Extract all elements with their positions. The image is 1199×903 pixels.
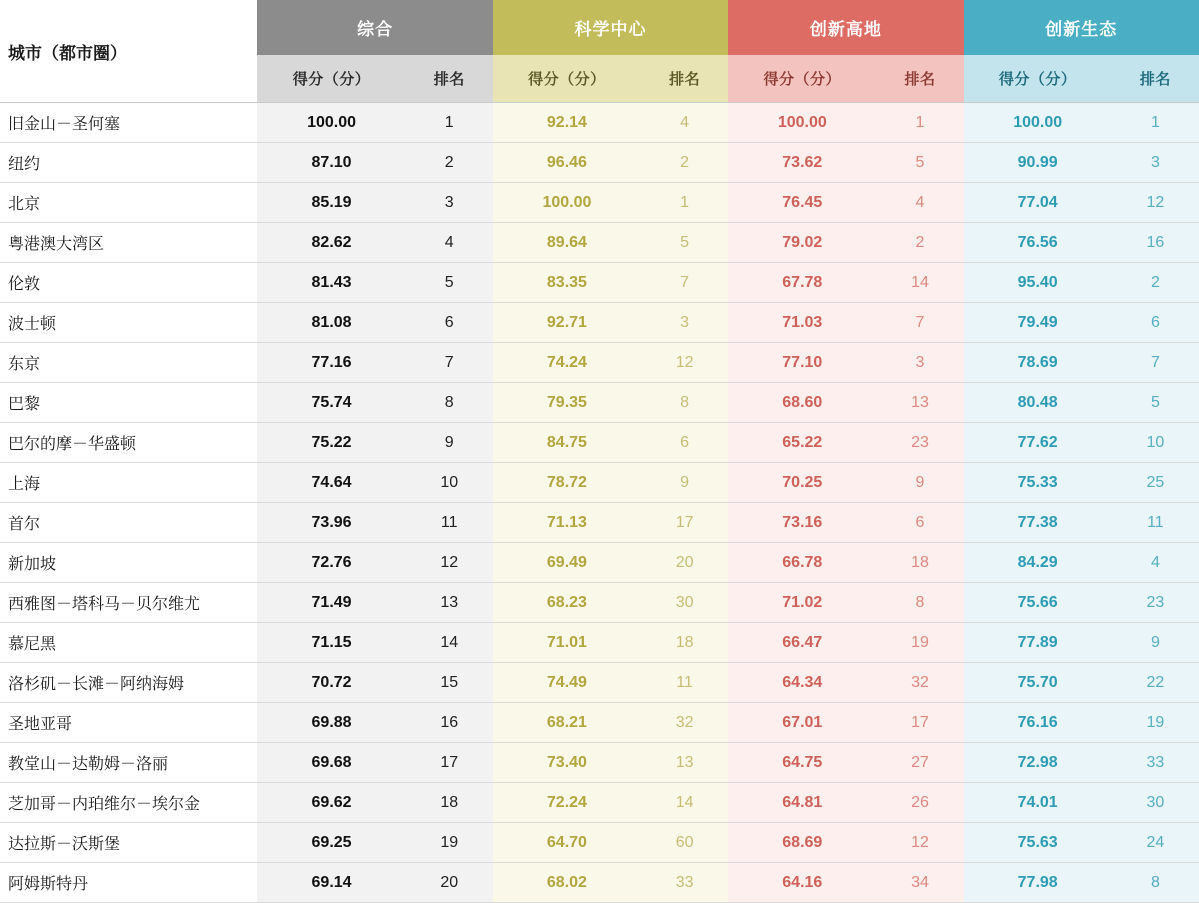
cell-ecosystem-score: 72.98: [964, 743, 1112, 783]
cell-comprehensive-rank: 17: [406, 743, 493, 783]
cell-ecosystem-rank: 19: [1112, 703, 1199, 743]
cell-ecosystem-score: 75.63: [964, 823, 1112, 863]
cell-highland-score: 73.62: [728, 143, 876, 183]
cell-highland-rank: 1: [876, 103, 963, 143]
cell-highland-score: 67.01: [728, 703, 876, 743]
table-row: [0, 823, 1199, 863]
cell-comprehensive-rank: 2: [406, 143, 493, 183]
cell-comprehensive-score: 74.64: [257, 463, 405, 503]
cell-science-rank: 5: [641, 223, 728, 263]
cell-ecosystem-score: 77.04: [964, 183, 1112, 223]
table-row: [0, 343, 1199, 383]
cell-city: 巴黎: [0, 383, 257, 423]
cell-comprehensive-rank: 11: [406, 503, 493, 543]
table-row: [0, 103, 1199, 143]
cell-science-score: 89.64: [493, 223, 641, 263]
cell-ecosystem-score: 75.66: [964, 583, 1112, 623]
cell-city: 首尔: [0, 503, 257, 543]
table-row: [0, 743, 1199, 783]
cell-highland-rank: 5: [876, 143, 963, 183]
cell-comprehensive-rank: 5: [406, 263, 493, 303]
cell-science-rank: 8: [641, 383, 728, 423]
cell-comprehensive-score: 71.49: [257, 583, 405, 623]
cell-highland-rank: 9: [876, 463, 963, 503]
cell-highland-rank: 34: [876, 863, 963, 903]
table-row: [0, 543, 1199, 583]
cell-highland-score: 73.16: [728, 503, 876, 543]
cell-science-rank: 20: [641, 543, 728, 583]
table-row: [0, 423, 1199, 463]
cell-ecosystem-score: 90.99: [964, 143, 1112, 183]
cell-comprehensive-score: 71.15: [257, 623, 405, 663]
cell-comprehensive-score: 81.08: [257, 303, 405, 343]
cell-comprehensive-rank: 18: [406, 783, 493, 823]
cell-highland-score: 71.02: [728, 583, 876, 623]
table-body: [0, 103, 1199, 903]
cell-science-score: 92.71: [493, 303, 641, 343]
cell-comprehensive-score: 100.00: [257, 103, 405, 143]
cell-comprehensive-score: 69.68: [257, 743, 405, 783]
table-row: [0, 863, 1199, 903]
cell-science-score: 83.35: [493, 263, 641, 303]
cell-science-score: 68.23: [493, 583, 641, 623]
cell-city: 北京: [0, 183, 257, 223]
cell-science-score: 100.00: [493, 183, 641, 223]
cell-highland-rank: 12: [876, 823, 963, 863]
cell-ecosystem-score: 95.40: [964, 263, 1112, 303]
cell-city: 伦敦: [0, 263, 257, 303]
table-row: [0, 463, 1199, 503]
cell-highland-rank: 4: [876, 183, 963, 223]
cell-highland-score: 68.60: [728, 383, 876, 423]
group-header-comprehensive: 综合: [257, 0, 492, 55]
cell-ecosystem-score: 77.89: [964, 623, 1112, 663]
cell-ecosystem-score: 100.00: [964, 103, 1112, 143]
cell-highland-score: 65.22: [728, 423, 876, 463]
cell-science-rank: 7: [641, 263, 728, 303]
subheader-comprehensive-rank: 排名: [406, 55, 493, 103]
cell-science-rank: 13: [641, 743, 728, 783]
cell-highland-score: 64.75: [728, 743, 876, 783]
cell-comprehensive-rank: 8: [406, 383, 493, 423]
cell-ecosystem-rank: 5: [1112, 383, 1199, 423]
subheader-ecosystem-rank: 排名: [1112, 55, 1199, 103]
cell-ecosystem-rank: 6: [1112, 303, 1199, 343]
cell-ecosystem-score: 78.69: [964, 343, 1112, 383]
cell-city: 慕尼黑: [0, 623, 257, 663]
cell-ecosystem-rank: 30: [1112, 783, 1199, 823]
cell-comprehensive-score: 69.25: [257, 823, 405, 863]
cell-highland-rank: 7: [876, 303, 963, 343]
cell-science-rank: 12: [641, 343, 728, 383]
cell-comprehensive-rank: 1: [406, 103, 493, 143]
cell-highland-score: 79.02: [728, 223, 876, 263]
cell-highland-rank: 19: [876, 623, 963, 663]
cell-ecosystem-rank: 16: [1112, 223, 1199, 263]
cell-science-rank: 2: [641, 143, 728, 183]
cell-comprehensive-score: 82.62: [257, 223, 405, 263]
cell-city: 新加坡: [0, 543, 257, 583]
cell-comprehensive-rank: 7: [406, 343, 493, 383]
cell-highland-score: 67.78: [728, 263, 876, 303]
cell-science-score: 92.14: [493, 103, 641, 143]
cell-ecosystem-rank: 2: [1112, 263, 1199, 303]
cell-ecosystem-score: 77.98: [964, 863, 1112, 903]
cell-comprehensive-score: 72.76: [257, 543, 405, 583]
cell-city: 教堂山－达勒姆－洛丽: [0, 743, 257, 783]
cell-science-rank: 30: [641, 583, 728, 623]
cell-science-rank: 33: [641, 863, 728, 903]
cell-comprehensive-rank: 20: [406, 863, 493, 903]
cell-science-rank: 3: [641, 303, 728, 343]
cell-comprehensive-rank: 14: [406, 623, 493, 663]
cell-comprehensive-rank: 3: [406, 183, 493, 223]
cell-highland-rank: 17: [876, 703, 963, 743]
cell-city: 巴尔的摩－华盛顿: [0, 423, 257, 463]
cell-city: 达拉斯－沃斯堡: [0, 823, 257, 863]
table-row: [0, 783, 1199, 823]
cell-city: 圣地亚哥: [0, 703, 257, 743]
table-row: [0, 503, 1199, 543]
cell-city: 波士顿: [0, 303, 257, 343]
cell-city: 上海: [0, 463, 257, 503]
cell-ecosystem-score: 75.33: [964, 463, 1112, 503]
cell-highland-score: 71.03: [728, 303, 876, 343]
cell-ecosystem-rank: 8: [1112, 863, 1199, 903]
cell-highland-score: 64.81: [728, 783, 876, 823]
subheader-science-rank: 排名: [641, 55, 728, 103]
table-row: [0, 263, 1199, 303]
group-header-innovation-highland: 创新高地: [728, 0, 963, 55]
cell-ecosystem-score: 76.56: [964, 223, 1112, 263]
cell-ecosystem-rank: 24: [1112, 823, 1199, 863]
cell-highland-score: 64.16: [728, 863, 876, 903]
cell-highland-rank: 32: [876, 663, 963, 703]
cell-city: 洛杉矶－长滩－阿纳海姆: [0, 663, 257, 703]
cell-comprehensive-score: 81.43: [257, 263, 405, 303]
column-header-city: 城市（都市圈）: [0, 0, 257, 103]
cell-ecosystem-score: 79.49: [964, 303, 1112, 343]
cell-highland-rank: 8: [876, 583, 963, 623]
cell-science-rank: 60: [641, 823, 728, 863]
cell-science-score: 71.01: [493, 623, 641, 663]
cell-highland-score: 76.45: [728, 183, 876, 223]
cell-highland-rank: 27: [876, 743, 963, 783]
cell-comprehensive-rank: 16: [406, 703, 493, 743]
cell-highland-score: 66.47: [728, 623, 876, 663]
cell-comprehensive-score: 75.74: [257, 383, 405, 423]
cell-science-score: 72.24: [493, 783, 641, 823]
cell-highland-rank: 3: [876, 343, 963, 383]
cell-science-score: 84.75: [493, 423, 641, 463]
table-row: [0, 183, 1199, 223]
cell-ecosystem-rank: 22: [1112, 663, 1199, 703]
cell-science-score: 79.35: [493, 383, 641, 423]
cell-science-score: 69.49: [493, 543, 641, 583]
cell-science-rank: 6: [641, 423, 728, 463]
cell-science-rank: 17: [641, 503, 728, 543]
cell-comprehensive-rank: 4: [406, 223, 493, 263]
cell-highland-score: 66.78: [728, 543, 876, 583]
cell-ecosystem-rank: 4: [1112, 543, 1199, 583]
cell-science-score: 68.21: [493, 703, 641, 743]
cell-ecosystem-score: 80.48: [964, 383, 1112, 423]
cell-highland-score: 64.34: [728, 663, 876, 703]
cell-ecosystem-score: 76.16: [964, 703, 1112, 743]
subheader-highland-score: 得分（分）: [728, 55, 876, 103]
cell-ecosystem-score: 84.29: [964, 543, 1112, 583]
group-header-innovation-ecosystem: 创新生态: [964, 0, 1199, 55]
cell-ecosystem-score: 77.38: [964, 503, 1112, 543]
cell-city: 芝加哥－内珀维尔－埃尔金: [0, 783, 257, 823]
cell-ecosystem-rank: 3: [1112, 143, 1199, 183]
cell-science-rank: 11: [641, 663, 728, 703]
cell-city: 阿姆斯特丹: [0, 863, 257, 903]
cell-highland-rank: 26: [876, 783, 963, 823]
cell-comprehensive-rank: 9: [406, 423, 493, 463]
cell-city: 旧金山－圣何塞: [0, 103, 257, 143]
table-row: [0, 623, 1199, 663]
cell-comprehensive-score: 73.96: [257, 503, 405, 543]
cell-science-rank: 32: [641, 703, 728, 743]
table-row: [0, 703, 1199, 743]
cell-ecosystem-rank: 25: [1112, 463, 1199, 503]
cell-comprehensive-score: 69.88: [257, 703, 405, 743]
cell-comprehensive-score: 75.22: [257, 423, 405, 463]
table-row: [0, 303, 1199, 343]
cell-comprehensive-rank: 12: [406, 543, 493, 583]
cell-city: 纽约: [0, 143, 257, 183]
cell-city: 东京: [0, 343, 257, 383]
table-row: [0, 583, 1199, 623]
cell-ecosystem-score: 77.62: [964, 423, 1112, 463]
cell-science-score: 74.24: [493, 343, 641, 383]
cell-comprehensive-score: 70.72: [257, 663, 405, 703]
cell-science-score: 78.72: [493, 463, 641, 503]
cell-comprehensive-score: 85.19: [257, 183, 405, 223]
cell-comprehensive-rank: 15: [406, 663, 493, 703]
table-row: [0, 143, 1199, 183]
cell-comprehensive-score: 69.62: [257, 783, 405, 823]
cell-ecosystem-rank: 12: [1112, 183, 1199, 223]
cell-science-rank: 1: [641, 183, 728, 223]
cell-highland-rank: 14: [876, 263, 963, 303]
cell-ecosystem-score: 74.01: [964, 783, 1112, 823]
cell-highland-score: 70.25: [728, 463, 876, 503]
cell-ecosystem-score: 75.70: [964, 663, 1112, 703]
cell-comprehensive-rank: 10: [406, 463, 493, 503]
table-row: [0, 663, 1199, 703]
cell-highland-rank: 13: [876, 383, 963, 423]
cell-highland-rank: 2: [876, 223, 963, 263]
cell-science-rank: 4: [641, 103, 728, 143]
cell-science-score: 68.02: [493, 863, 641, 903]
subheader-science-score: 得分（分）: [493, 55, 641, 103]
cell-ecosystem-rank: 11: [1112, 503, 1199, 543]
cell-ecosystem-rank: 7: [1112, 343, 1199, 383]
subheader-ecosystem-score: 得分（分）: [964, 55, 1112, 103]
cell-city: 粤港澳大湾区: [0, 223, 257, 263]
cell-ecosystem-rank: 9: [1112, 623, 1199, 663]
cell-comprehensive-score: 87.10: [257, 143, 405, 183]
cell-science-rank: 18: [641, 623, 728, 663]
cell-science-rank: 9: [641, 463, 728, 503]
cell-science-rank: 14: [641, 783, 728, 823]
cell-science-score: 96.46: [493, 143, 641, 183]
cell-comprehensive-score: 69.14: [257, 863, 405, 903]
subheader-comprehensive-score: 得分（分）: [257, 55, 405, 103]
cell-highland-rank: 18: [876, 543, 963, 583]
cell-science-score: 74.49: [493, 663, 641, 703]
cell-highland-rank: 23: [876, 423, 963, 463]
cell-comprehensive-rank: 6: [406, 303, 493, 343]
table-group-header-row: [0, 0, 1199, 55]
cell-comprehensive-rank: 19: [406, 823, 493, 863]
cell-highland-score: 100.00: [728, 103, 876, 143]
cell-science-score: 64.70: [493, 823, 641, 863]
cell-ecosystem-rank: 23: [1112, 583, 1199, 623]
cell-ecosystem-rank: 10: [1112, 423, 1199, 463]
cell-comprehensive-score: 77.16: [257, 343, 405, 383]
cell-city: 西雅图－塔科马－贝尔维尤: [0, 583, 257, 623]
cell-highland-score: 77.10: [728, 343, 876, 383]
cell-ecosystem-rank: 1: [1112, 103, 1199, 143]
cell-science-score: 71.13: [493, 503, 641, 543]
table-row: [0, 223, 1199, 263]
cell-comprehensive-rank: 13: [406, 583, 493, 623]
cell-highland-rank: 6: [876, 503, 963, 543]
cell-highland-score: 68.69: [728, 823, 876, 863]
cell-ecosystem-rank: 33: [1112, 743, 1199, 783]
group-header-science-center: 科学中心: [493, 0, 728, 55]
cell-science-score: 73.40: [493, 743, 641, 783]
table-row: [0, 383, 1199, 423]
subheader-highland-rank: 排名: [876, 55, 963, 103]
